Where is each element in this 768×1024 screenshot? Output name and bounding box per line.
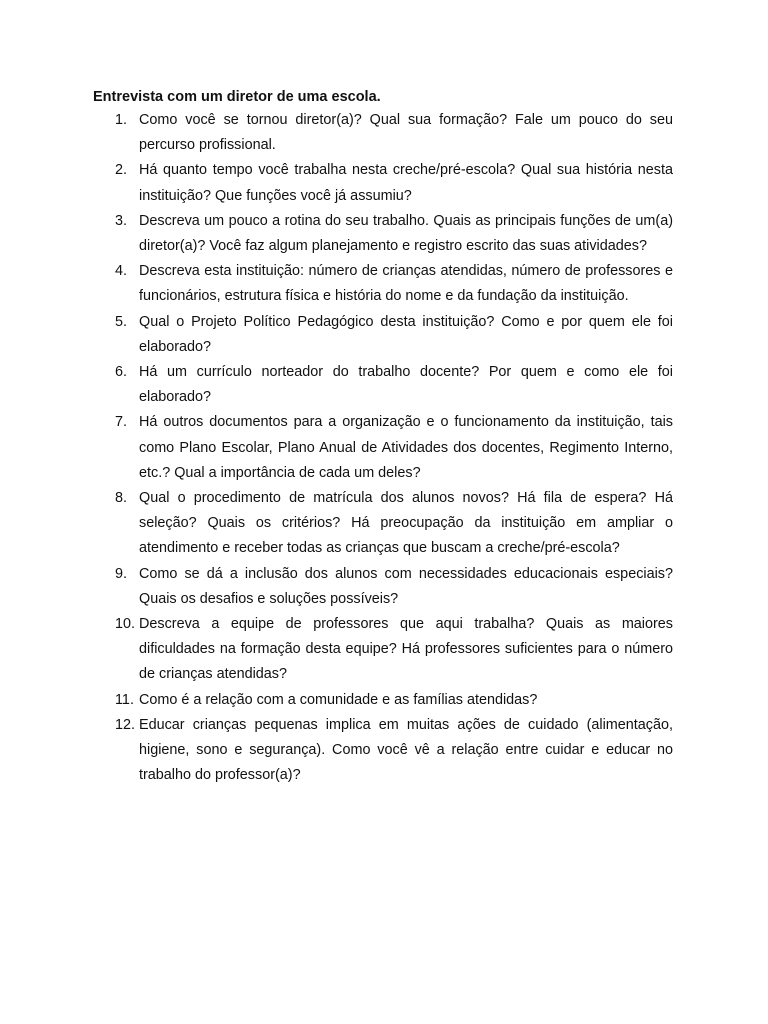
question-number: 3. (115, 212, 128, 229)
question-number: 7. (115, 414, 128, 431)
question-item (93, 310, 673, 360)
question-number: 8. (115, 490, 128, 507)
question-item (93, 108, 673, 158)
question-item (93, 158, 673, 208)
question-number: 6. (115, 364, 128, 381)
question-item (93, 688, 673, 713)
question-text: Educar crianças pequenas implica em muitas ações de cuidado (alimentação, higiene, sono e segurança). Como você vê a relação entre cuidar e educar no trabalho do professor(a)? (139, 716, 673, 784)
question-number: 5. (115, 313, 128, 330)
question-text: Descreva a equipe de professores que aqui trabalha? Quais as maiores dificuldades na formação desta equipe? Há professores suficientes para o número de crianças atendidas? (139, 616, 673, 683)
question-text: Qual o procedimento de matrícula dos alunos novos? Há fila de espera? Há seleção? Quais os critérios? Há preocupação da instituição em ampliar o atendimento e receber todas as crianças que buscam a creche/pré-escola? (139, 490, 673, 557)
question-text: Qual o Projeto Político Pedagógico desta instituição? Como e por quem ele foi elaborado? (139, 313, 673, 355)
question-item (93, 612, 673, 688)
question-text: Há um currículo norteador do trabalho docente? Por quem e como ele foi elaborado? (139, 364, 673, 406)
question-item (93, 486, 673, 562)
question-text: Descreva esta instituição: número de crianças atendidas, número de professores e funcionários, estrutura física e história do nome e da fundação da instituição. (139, 263, 673, 305)
question-number: 9. (115, 565, 128, 582)
question-text: Como você se tornou diretor(a)? Qual sua formação? Fale um pouco do seu percurso profissional. (139, 112, 673, 154)
question-number: 2. (115, 162, 128, 179)
question-number: 10. (115, 616, 136, 633)
question-item (93, 562, 673, 612)
question-item (93, 713, 673, 789)
question-text: Como se dá a inclusão dos alunos com necessidades educacionais especiais? Quais os desafios e soluções possíveis? (139, 565, 673, 607)
question-number: 12. (115, 716, 136, 733)
document-title: Entrevista com um diretor de uma escola. (93, 89, 381, 105)
question-text: Há quanto tempo você trabalha nesta creche/pré-escola? Qual sua história nesta instituição? Que funções você já assumiu? (139, 162, 673, 204)
question-text: Descreva um pouco a rotina do seu trabalho. Quais as principais funções de um(a) diretor(a)? Você faz algum planejamento e registro escrito das suas atividades? (139, 212, 673, 255)
question-item (93, 209, 673, 259)
question-number: 11. (115, 691, 134, 708)
question-text: Há outros documentos para a organização e o funcionamento da instituição, tais como Plano Escolar, Plano Anual de Atividades dos docentes, Regimento Interno, etc.? Qual a importância de cada um deles? (139, 414, 673, 481)
question-item (93, 360, 673, 410)
question-number: 1. (115, 112, 128, 128)
question-text: Como é a relação com a comunidade e as famílias atendidas? (139, 691, 538, 708)
question-number: 4. (115, 263, 128, 280)
document-page (93, 86, 673, 788)
question-item (93, 410, 673, 486)
question-list (93, 108, 673, 788)
question-item (93, 259, 673, 309)
